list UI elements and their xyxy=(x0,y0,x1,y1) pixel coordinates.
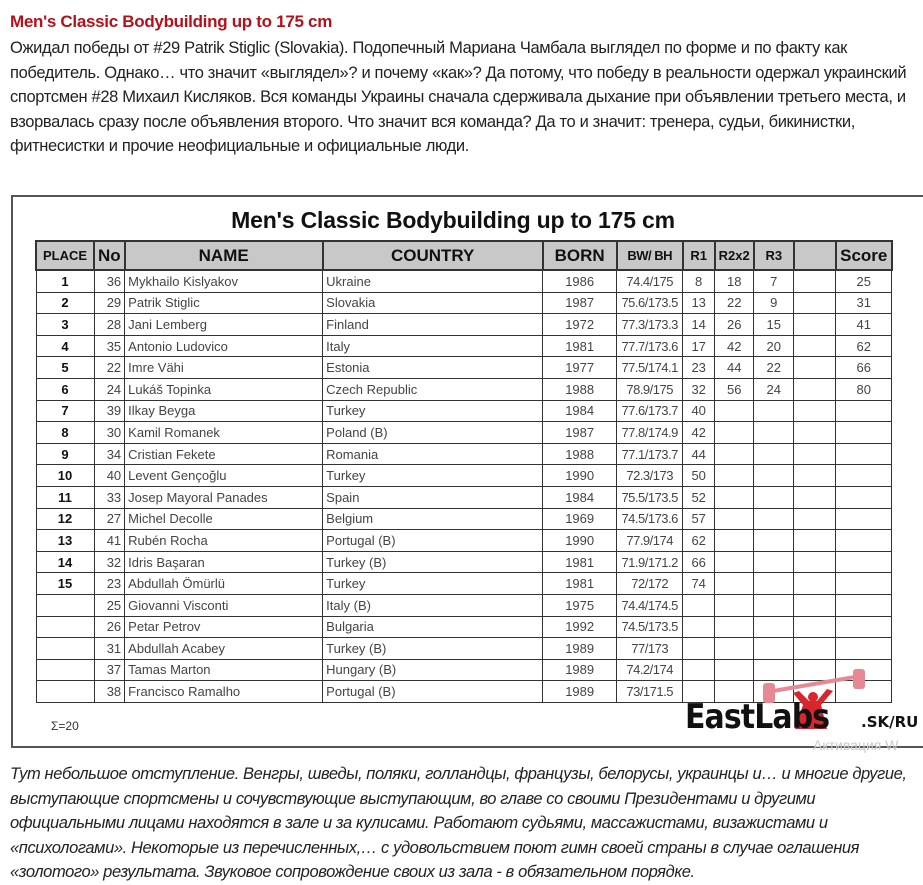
cell-place: 2 xyxy=(36,292,94,314)
cell-r2x2 xyxy=(715,594,754,616)
cell-bw-bh: 74.5/173.5 xyxy=(617,616,683,638)
cell-name: Lukáš Topinka xyxy=(125,378,323,400)
cell-name: Tamas Marton xyxy=(125,659,323,681)
cell-r1 xyxy=(683,638,715,660)
cell-r2x2: 42 xyxy=(715,335,754,357)
cell-blank xyxy=(794,400,836,422)
cell-bw-bh: 77.5/174.1 xyxy=(617,357,683,379)
cell-country: Italy xyxy=(323,335,543,357)
cell-country: Turkey xyxy=(323,400,543,422)
cell-country: Ukraine xyxy=(323,270,543,292)
cell-place: 5 xyxy=(36,357,94,379)
cell-bw-bh: 77.6/173.7 xyxy=(617,400,683,422)
table-row xyxy=(36,422,892,444)
cell-r1: 50 xyxy=(683,465,715,487)
header-score: Score xyxy=(836,241,892,270)
cell-place: 3 xyxy=(36,314,94,336)
cell-score xyxy=(836,443,892,465)
cell-country: Slovakia xyxy=(323,292,543,314)
table-row xyxy=(36,551,892,573)
cell-bw-bh: 74.2/174 xyxy=(617,659,683,681)
cell-blank xyxy=(794,465,836,487)
cell-name: Jani Lemberg xyxy=(125,314,323,336)
cell-score: 25 xyxy=(836,270,892,292)
cell-r3: 22 xyxy=(754,357,794,379)
cell-r1 xyxy=(683,594,715,616)
cell-no: 27 xyxy=(94,508,125,530)
cell-born: 1989 xyxy=(543,638,617,660)
cell-born: 1986 xyxy=(543,270,617,292)
results-document xyxy=(11,195,923,753)
cell-country: Estonia xyxy=(323,357,543,379)
cell-bw-bh: 73/171.5 xyxy=(617,681,683,703)
cell-place: 6 xyxy=(36,378,94,400)
cell-r3: 9 xyxy=(754,292,794,314)
cell-score xyxy=(836,573,892,595)
cell-no: 29 xyxy=(94,292,125,314)
cell-name: Abdullah Ömürlü xyxy=(125,573,323,595)
cell-name: Patrik Stiglic xyxy=(125,292,323,314)
table-row xyxy=(36,638,892,660)
results-table xyxy=(35,240,893,703)
cell-name: Michel Decolle xyxy=(125,508,323,530)
cell-no: 36 xyxy=(94,270,125,292)
cell-score xyxy=(836,616,892,638)
cell-r3: 7 xyxy=(754,270,794,292)
table-row xyxy=(36,378,892,400)
cell-score: 41 xyxy=(836,314,892,336)
cell-r2x2: 44 xyxy=(715,357,754,379)
cell-place: 8 xyxy=(36,422,94,444)
cell-born: 1975 xyxy=(543,594,617,616)
table-row xyxy=(36,335,892,357)
cell-bw-bh: 71.9/171.2 xyxy=(617,551,683,573)
cell-name: Levent Gençoğlu xyxy=(125,465,323,487)
cell-r3 xyxy=(754,486,794,508)
cell-place: 9 xyxy=(36,443,94,465)
cell-r2x2 xyxy=(715,443,754,465)
cell-score xyxy=(836,422,892,444)
cell-score: 31 xyxy=(836,292,892,314)
header-r2x2: R2x2 xyxy=(715,241,754,270)
cell-born: 1989 xyxy=(543,681,617,703)
cell-born: 1987 xyxy=(543,292,617,314)
cell-r1: 8 xyxy=(683,270,715,292)
cell-born: 1987 xyxy=(543,422,617,444)
cell-bw-bh: 77.1/173.7 xyxy=(617,443,683,465)
cell-bw-bh: 74.5/173.6 xyxy=(617,508,683,530)
cell-country: Belgium xyxy=(323,508,543,530)
cell-place xyxy=(36,594,94,616)
cell-born: 1988 xyxy=(543,378,617,400)
cell-r3 xyxy=(754,573,794,595)
cell-name: Giovanni Visconti xyxy=(125,594,323,616)
cell-no: 39 xyxy=(94,400,125,422)
cell-born: 1990 xyxy=(543,465,617,487)
cell-no: 24 xyxy=(94,378,125,400)
cell-born: 1981 xyxy=(543,573,617,595)
cell-country: Czech Republic xyxy=(323,378,543,400)
cell-bw-bh: 77.3/173.3 xyxy=(617,314,683,336)
cell-born: 1992 xyxy=(543,616,617,638)
cell-r3: 15 xyxy=(754,314,794,336)
article-title: Men's Classic Bodybuilding up to 175 cm xyxy=(10,12,333,31)
cell-name: Rubén Rocha xyxy=(125,530,323,552)
cell-bw-bh: 78.9/175 xyxy=(617,378,683,400)
cell-name: Cristian Fekete xyxy=(125,443,323,465)
cell-no: 33 xyxy=(94,486,125,508)
cell-born: 1984 xyxy=(543,486,617,508)
article-outro: Тут небольшое отступление. Венгры, шведы, поляки, голландцы, французы, белорусы, украинцы и… и многие другие, выступающие спортсмены и сочувствующие выступающим, во главе со своими Президентами и другими официальными лицами находятся в зале и за кулисами. Работают судьями, массажистами, визажистами и «психологами». Некоторые из перечисленных,… с удовольствием поют гимн своей страны в случае оглашения «золотого» результата. Звуковое сопровождение своих из зала - в обязательном порядке. xyxy=(10,765,907,882)
cell-blank xyxy=(794,443,836,465)
cell-r2x2 xyxy=(715,616,754,638)
cell-score: 62 xyxy=(836,335,892,357)
cell-r3 xyxy=(754,465,794,487)
table-row xyxy=(36,443,892,465)
table-row xyxy=(36,270,892,292)
cell-place: 14 xyxy=(36,551,94,573)
cell-r3: 24 xyxy=(754,378,794,400)
cell-r3 xyxy=(754,443,794,465)
cell-blank xyxy=(794,314,836,336)
cell-bw-bh: 72.3/173 xyxy=(617,465,683,487)
header-bw-bh: BW/ BH xyxy=(617,241,683,270)
cell-r2x2: 18 xyxy=(715,270,754,292)
cell-born: 1981 xyxy=(543,551,617,573)
cell-country: Hungary (B) xyxy=(323,659,543,681)
cell-bw-bh: 77.7/173.6 xyxy=(617,335,683,357)
cell-name: Imre Vähi xyxy=(125,357,323,379)
cell-no: 34 xyxy=(94,443,125,465)
cell-no: 26 xyxy=(94,616,125,638)
table-row xyxy=(36,400,892,422)
cell-r1: 13 xyxy=(683,292,715,314)
cell-r2x2 xyxy=(715,508,754,530)
cell-r3: 20 xyxy=(754,335,794,357)
cell-place xyxy=(36,638,94,660)
cell-blank xyxy=(794,508,836,530)
table-row xyxy=(36,292,892,314)
cell-r2x2 xyxy=(715,551,754,573)
header-name: NAME xyxy=(125,241,323,270)
cell-r3 xyxy=(754,422,794,444)
cell-blank xyxy=(794,616,836,638)
table-row xyxy=(36,573,892,595)
cell-r2x2: 56 xyxy=(715,378,754,400)
cell-r1: 62 xyxy=(683,530,715,552)
cell-r1: 44 xyxy=(683,443,715,465)
cell-no: 37 xyxy=(94,659,125,681)
cell-r1: 14 xyxy=(683,314,715,336)
header-born: BORN xyxy=(543,241,617,270)
cell-r1: 40 xyxy=(683,400,715,422)
cell-country: Turkey xyxy=(323,573,543,595)
table-row xyxy=(36,465,892,487)
cell-r2x2: 22 xyxy=(715,292,754,314)
cell-country: Spain xyxy=(323,486,543,508)
cell-country: Turkey (B) xyxy=(323,638,543,660)
cell-r3 xyxy=(754,400,794,422)
cell-r3 xyxy=(754,551,794,573)
cell-r3 xyxy=(754,508,794,530)
cell-name: Mykhailo Kislyakov xyxy=(125,270,323,292)
cell-r1: 42 xyxy=(683,422,715,444)
cell-blank xyxy=(794,638,836,660)
cell-r1 xyxy=(683,659,715,681)
cell-blank xyxy=(794,594,836,616)
cell-r1: 17 xyxy=(683,335,715,357)
cell-r3 xyxy=(754,638,794,660)
header-blank xyxy=(794,241,836,270)
cell-score xyxy=(836,486,892,508)
cell-born: 1972 xyxy=(543,314,617,336)
table-row xyxy=(36,508,892,530)
cell-bw-bh: 77.8/174.9 xyxy=(617,422,683,444)
cell-name: Francisco Ramalho xyxy=(125,681,323,703)
cell-score: 80 xyxy=(836,378,892,400)
cell-name: Kamil Romanek xyxy=(125,422,323,444)
watermark-brand: EastLabs xyxy=(685,697,830,737)
cell-born: 1990 xyxy=(543,530,617,552)
header-no: No xyxy=(94,241,125,270)
cell-r2x2 xyxy=(715,638,754,660)
cell-no: 28 xyxy=(94,314,125,336)
cell-score xyxy=(836,638,892,660)
cell-r3 xyxy=(754,594,794,616)
cell-country: Poland (B) xyxy=(323,422,543,444)
cell-r2x2: 26 xyxy=(715,314,754,336)
cell-blank xyxy=(794,292,836,314)
cell-no: 32 xyxy=(94,551,125,573)
cell-blank xyxy=(794,357,836,379)
cell-name: Antonio Ludovico xyxy=(125,335,323,357)
cell-bw-bh: 75.6/173.5 xyxy=(617,292,683,314)
cell-r2x2 xyxy=(715,530,754,552)
cell-bw-bh: 72/172 xyxy=(617,573,683,595)
cell-name: Josep Mayoral Panades xyxy=(125,486,323,508)
cell-no: 41 xyxy=(94,530,125,552)
cell-born: 1981 xyxy=(543,335,617,357)
cell-r1: 52 xyxy=(683,486,715,508)
cell-place: 15 xyxy=(36,573,94,595)
cell-place: 7 xyxy=(36,400,94,422)
cell-r1: 66 xyxy=(683,551,715,573)
table-row xyxy=(36,594,892,616)
header-place: PLACE xyxy=(36,241,94,270)
cell-r3 xyxy=(754,530,794,552)
cell-r1: 57 xyxy=(683,508,715,530)
cell-score xyxy=(836,594,892,616)
watermark-suffix: .SK/RU xyxy=(861,713,919,731)
cell-bw-bh: 77.9/174 xyxy=(617,530,683,552)
cell-country: Italy (B) xyxy=(323,594,543,616)
cell-r1: 23 xyxy=(683,357,715,379)
cell-r1 xyxy=(683,616,715,638)
results-table-body xyxy=(36,270,892,702)
cell-r3 xyxy=(754,616,794,638)
table-row xyxy=(36,486,892,508)
cell-r1: 32 xyxy=(683,378,715,400)
cell-no: 22 xyxy=(94,357,125,379)
cell-blank xyxy=(794,530,836,552)
cell-name: Abdullah Acabey xyxy=(125,638,323,660)
cell-born: 1988 xyxy=(543,443,617,465)
cell-blank xyxy=(794,573,836,595)
table-row xyxy=(36,616,892,638)
cell-born: 1984 xyxy=(543,400,617,422)
cell-country: Romania xyxy=(323,443,543,465)
cell-no: 23 xyxy=(94,573,125,595)
cell-no: 35 xyxy=(94,335,125,357)
cell-blank xyxy=(794,270,836,292)
article-intro: Ожидал победы от #29 Patrik Stiglic (Slovakia). Подопечный Мариана Чамбала выглядел по форме и по факту как победитель. Однако… что значит «выглядел»? и почему «как»? Да потому, что победу в реальности одержал украинский спортсмен #28 Михаил Кисляков. Вся команды Украины сначала сдерживала дыхание при объявлении третьего места, и взорвалась сразу после объявления второго. Что значит вся команда? Да то и значит: тренера, судьи, бикинистки, фитнесистки и прочие неофициальные и официальные люди. xyxy=(10,39,907,156)
watermark xyxy=(673,687,923,753)
watermark-faded-text: Активация W xyxy=(813,737,899,753)
cell-score xyxy=(836,508,892,530)
cell-score xyxy=(836,465,892,487)
cell-score xyxy=(836,400,892,422)
cell-r2x2 xyxy=(715,422,754,444)
cell-place: 13 xyxy=(36,530,94,552)
cell-bw-bh: 77/173 xyxy=(617,638,683,660)
table-row xyxy=(36,314,892,336)
cell-score xyxy=(836,551,892,573)
cell-blank xyxy=(794,378,836,400)
cell-born: 1989 xyxy=(543,659,617,681)
cell-name: Ilkay Beyga xyxy=(125,400,323,422)
cell-country: Turkey (B) xyxy=(323,551,543,573)
header-country: COUNTRY xyxy=(323,241,543,270)
cell-country: Turkey xyxy=(323,465,543,487)
cell-no: 40 xyxy=(94,465,125,487)
cell-no: 25 xyxy=(94,594,125,616)
cell-r2x2 xyxy=(715,400,754,422)
cell-place: 11 xyxy=(36,486,94,508)
cell-place: 10 xyxy=(36,465,94,487)
cell-r2x2 xyxy=(715,573,754,595)
cell-blank xyxy=(794,335,836,357)
cell-blank xyxy=(794,422,836,444)
cell-score: 66 xyxy=(836,357,892,379)
cell-r1: 74 xyxy=(683,573,715,595)
cell-bw-bh: 74.4/175 xyxy=(617,270,683,292)
cell-r2x2 xyxy=(715,465,754,487)
cell-country: Finland xyxy=(323,314,543,336)
results-table-title: Men's Classic Bodybuilding up to 175 cm xyxy=(231,207,675,233)
cell-place: 4 xyxy=(36,335,94,357)
cell-born: 1969 xyxy=(543,508,617,530)
cell-name: Idris Başaran xyxy=(125,551,323,573)
cell-score xyxy=(836,530,892,552)
header-r1: R1 xyxy=(683,241,715,270)
cell-place: 12 xyxy=(36,508,94,530)
cell-blank xyxy=(794,486,836,508)
cell-place xyxy=(36,659,94,681)
total-count: Σ=20 xyxy=(51,719,79,733)
cell-no: 30 xyxy=(94,422,125,444)
table-row xyxy=(36,357,892,379)
cell-name: Petar Petrov xyxy=(125,616,323,638)
header-r3: R3 xyxy=(754,241,794,270)
cell-place: 1 xyxy=(36,270,94,292)
cell-place xyxy=(36,681,94,703)
cell-bw-bh: 75.5/173.5 xyxy=(617,486,683,508)
cell-r2x2 xyxy=(715,659,754,681)
cell-r2x2 xyxy=(715,486,754,508)
cell-country: Portugal (B) xyxy=(323,681,543,703)
cell-country: Portugal (B) xyxy=(323,530,543,552)
table-row xyxy=(36,530,892,552)
cell-blank xyxy=(794,551,836,573)
cell-born: 1977 xyxy=(543,357,617,379)
cell-place xyxy=(36,616,94,638)
cell-no: 31 xyxy=(94,638,125,660)
table-header-row xyxy=(36,241,892,270)
cell-bw-bh: 74.4/174.5 xyxy=(617,594,683,616)
cell-country: Bulgaria xyxy=(323,616,543,638)
cell-no: 38 xyxy=(94,681,125,703)
